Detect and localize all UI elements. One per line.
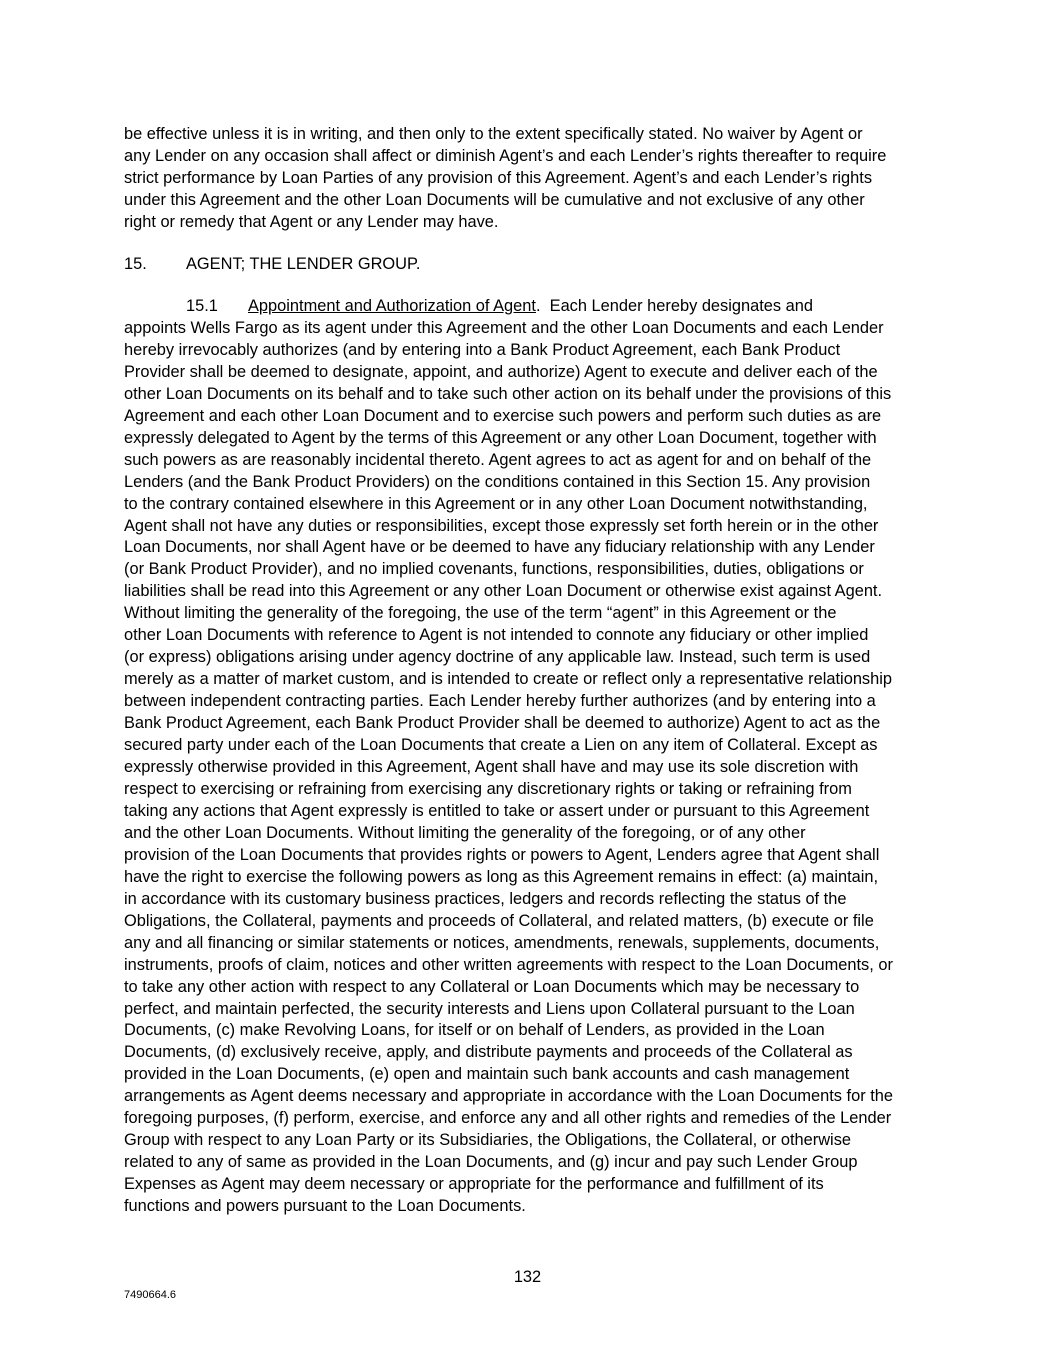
paragraph-line: Documents, (d) exclusively receive, apply, and distribute payments and proceeds of the Collateral as — [124, 1043, 853, 1062]
paragraph-line: between independent contracting parties. Each Lender hereby further authorizes (and by entering into a — [124, 692, 876, 711]
paragraph-line: (or Bank Product Provider), and no implied covenants, functions, responsibilities, duties, obligations or — [124, 560, 864, 579]
section-title: AGENT; THE LENDER GROUP. — [186, 255, 421, 273]
section-number: 15. — [124, 255, 147, 273]
paragraph-line: Without limiting the generality of the foregoing, the use of the term “agent” in this Agreement or the — [124, 604, 837, 623]
paragraph-line: respect to exercising or refraining from exercising any discretionary rights or taking or refraining from — [124, 779, 852, 798]
section-heading — [124, 254, 420, 276]
paragraph-line: Documents, (c) make Revolving Loans, for itself or on behalf of Lenders, as provided in the Loan — [124, 1021, 825, 1040]
subsection-first-line-text: Each Lender hereby designates and — [540, 297, 813, 315]
paragraph-line: foregoing purposes, (f) perform, exercise, and enforce any and all other rights and remedies of the Lender — [124, 1109, 892, 1128]
paragraph-line: Bank Product Agreement, each Bank Product Provider shall be deemed to authorize) Agent to act as the — [124, 714, 881, 733]
paragraph-line: in accordance with its customary business practices, ledgers and records reflecting the status of the — [124, 889, 847, 908]
paragraph-line: Group with respect to any Loan Party or its Subsidiaries, the Obligations, the Collateral, or otherwise — [124, 1131, 852, 1150]
paragraph-line: any Lender on any occasion shall affect or diminish Agent’s and each Lender’s rights thereafter to require — [124, 146, 887, 165]
subsection-heading: Appointment and Authorization of Agent — [248, 297, 536, 315]
paragraph-line: such powers as are reasonably incidental thereto. Agent agrees to act as agent for and on behalf of the — [124, 450, 872, 469]
paragraph-line: Lenders (and the Bank Product Providers) on the conditions contained in this Section 15. Any provision — [124, 472, 871, 491]
paragraph-line: to the contrary contained elsewhere in this Agreement or in any other Loan Document notwithstanding, — [124, 494, 868, 513]
paragraph-line: liabilities shall be read into this Agreement or any other Loan Document or otherwise exist against Agent. — [124, 582, 883, 601]
continuation-paragraph — [124, 124, 886, 234]
subsection-heading-suffix: . — [535, 297, 541, 315]
paragraph-line: provided in the Loan Documents, (e) open and maintain such bank accounts and cash management — [124, 1065, 850, 1084]
paragraph-line: secured party under each of the Loan Documents that create a Lien on any item of Collateral. Except as — [124, 736, 878, 755]
paragraph-line: expressly delegated to Agent by the terms of this Agreement or any other Loan Document, together with — [124, 428, 877, 447]
paragraph-line: appoints Wells Fargo as its agent under this Agreement and the other Loan Documents and each Lender — [124, 318, 884, 337]
paragraph-line: Loan Documents, nor shall Agent have or be deemed to have any fiduciary relationship with any Lender — [124, 538, 875, 557]
paragraph-line: hereby irrevocably authorizes (and by entering into a Bank Product Agreement, each Bank Product — [124, 340, 841, 359]
paragraph-line: functions and powers pursuant to the Loan Documents. — [124, 1197, 526, 1216]
paragraph-line: under this Agreement and the other Loan Documents will be cumulative and not exclusive of any other — [124, 190, 865, 209]
paragraph-line: arrangements as Agent deems necessary and appropriate in accordance with the Loan Documents for the — [124, 1087, 893, 1106]
paragraph-line: and the other Loan Documents. Without limiting the generality of the foregoing, or of any other — [124, 823, 806, 842]
paragraph-line: right or remedy that Agent or any Lender may have. — [124, 212, 499, 231]
paragraph-line: expressly otherwise provided in this Agreement, Agent shall have and may use its sole discretion with — [124, 758, 859, 777]
paragraph-line: related to any of same as provided in the Loan Documents, and (g) incur and pay such Lender Group — [124, 1153, 858, 1172]
paragraph-line: Obligations, the Collateral, payments and proceeds of Collateral, and related matters, (b) execute or file — [124, 911, 874, 930]
paragraph-line: Expenses as Agent may deem necessary or appropriate for the performance and fulfillment of its — [124, 1175, 824, 1194]
paragraph-line: Agreement and each other Loan Document and to exercise such powers and perform such duties as are — [124, 406, 882, 425]
page-number: 132 — [513, 1268, 542, 1286]
paragraph-line: perfect, and maintain perfected, the security interests and Liens upon Collateral pursuant to the Loan — [124, 999, 855, 1018]
paragraph-line: instruments, proofs of claim, notices and other written agreements with respect to the Loan Documents, or — [124, 955, 893, 974]
subsection-first-line — [124, 296, 893, 318]
paragraph-line: other Loan Documents with reference to Agent is not intended to connote any fiduciary or other implied — [124, 626, 869, 645]
paragraph-line: provision of the Loan Documents that provides rights or powers to Agent, Lenders agree that Agent shall — [124, 845, 880, 864]
paragraph-line: taking any actions that Agent expressly is entitled to take or assert under or pursuant to this Agreement — [124, 801, 870, 820]
document-id: 7490664.6 — [124, 1289, 176, 1301]
paragraph-line: Provider shall be deemed to designate, appoint, and authorize) Agent to execute and deliver each of the — [124, 362, 878, 381]
paragraph-line: (or express) obligations arising under agency doctrine of any applicable law. Instead, such term is used — [124, 648, 871, 667]
paragraph-line: strict performance by Loan Parties of any provision of this Agreement. Agent’s and each Lender’s rights — [124, 168, 873, 187]
subsection-number: 15.1 — [186, 297, 218, 315]
paragraph-line: be effective unless it is in writing, and then only to the extent specifically stated. No waiver by Agent or — [124, 125, 863, 143]
paragraph-line: to take any other action with respect to any Collateral or Loan Documents which may be necessary to — [124, 977, 860, 996]
paragraph-line: Agent shall not have any duties or responsibilities, except those expressly set forth herein or in the other — [124, 516, 879, 535]
paragraph-line: have the right to exercise the following powers as long as this Agreement remains in effect: (a) maintain, — [124, 867, 879, 886]
paragraph-line: merely as a matter of market custom, and is intended to create or reflect only a representative relationship — [124, 670, 892, 689]
paragraph-line: any and all financing or similar statements or notices, amendments, renewals, supplements, documents, — [124, 933, 880, 952]
paragraph-line: other Loan Documents on its behalf and to take such other action on its behalf under the provisions of this — [124, 384, 892, 403]
subsection-paragraph — [124, 296, 893, 1218]
